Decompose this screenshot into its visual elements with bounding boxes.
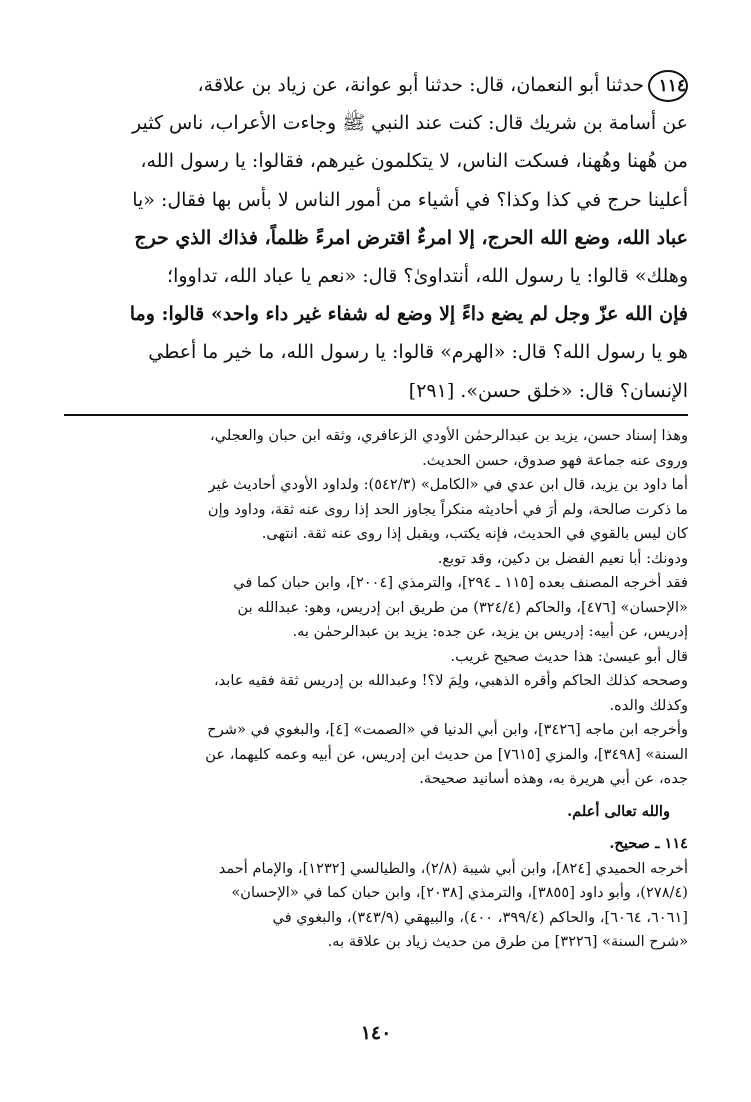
section-heading: ١١٤ ـ صحيح. xyxy=(609,835,688,852)
hadith-text xyxy=(64,66,688,410)
note-line: قال أبو عيسىٰ: هذا حديث صحيح غريب. xyxy=(450,647,688,665)
spacer xyxy=(64,824,688,832)
hadith-line: عباد الله، وضع الله الحرج، إلا امرءٌ اقترض امرءً ظلماً، فذاك الذي حرج xyxy=(134,226,688,249)
hadith-line: وهلك» قالوا: يا رسول الله، أنتداوىٰ؟ قال: «نعم يا عباد الله، تداووا؛ xyxy=(167,265,688,288)
hadith-number-badge: ١١٤ xyxy=(648,70,688,102)
note-line: ما ذكرت صالحة، ولم أرَ في أحاديثه منكراً يجاوز الحد إذا روى عنه ثقة، وداود وإن xyxy=(207,500,688,518)
page-number: ١٤٠ xyxy=(360,1022,392,1044)
note-line: وكذلك والده. xyxy=(609,696,688,714)
footnote-divider xyxy=(64,414,688,416)
hadith-line: عن أسامة بن شريك قال: كنت عند النبي ﷺ وجاءت الأعراب، ناس كثير xyxy=(132,112,688,135)
note-line: أما داود بن يزيد، قال ابن عدي في «الكامل» (٥٤٢/٣): ولداود الأودي أحاديث غير xyxy=(208,476,688,493)
note-line: كان ليس بالقوي في الحديث، فإنه يكتب، ويقبل إذا روى عنه ثقة. انتهى. xyxy=(261,525,688,542)
note-line: وروى عنه جماعة فهو صدوق، حسن الحديث. xyxy=(422,451,688,469)
closing-phrase: والله تعالى أعلم. xyxy=(567,802,670,820)
spacer xyxy=(64,792,688,800)
hadith-line: فإن الله عزّ وجل لم يضع داءً إلا وضع له شفاء غير داء واحد» قالوا: وما xyxy=(129,303,688,326)
note-line: (٢٧٨/٤)، وأبو داود [٣٨٥٥]، والترمذي [٢٠٣٨]، وابن حبان كما في «الإحسان» xyxy=(231,884,688,901)
hadith-line: من هُهنا وهُهنا، فسكت الناس، لا يتكلمون غيرهم، فقالوا: يا رسول الله، xyxy=(140,150,688,173)
note-line: إدريس، عن أبيه: إدريس بن يزيد، عن جده: يزيد بن عبدالرحمٰن به. xyxy=(292,623,688,640)
note-line: [٦٠٦١، ٦٠٦٤]، والحاكم (٣٩٩/٤، ٤٠٠)، والبيهقي (٣٤٣/٩)، والبغوي في xyxy=(272,908,688,926)
note-line: «شرح السنة» [٣٢٢٦] من طرق من حديث زياد بن علاقة به. xyxy=(327,933,688,950)
page xyxy=(64,66,688,1056)
note-line: فقد أخرجه المصنف بعده [١١٥ ـ ٢٩٤]، والترمذي [٢٠٠٤]، وابن حبان كما في xyxy=(233,574,688,591)
hadith-line: الإنسان؟ قال: «خلق حسن». [٢٩١] xyxy=(408,379,688,402)
hadith-line: هو يا رسول الله؟ قال: «الهرم» قالوا: يا رسول الله، ما خير ما أعطي xyxy=(148,341,688,364)
hadith-line: ١١٤حدثنا أبو النعمان، قال: حدثنا أبو عوانة، عن زياد بن علاقة، xyxy=(64,66,688,104)
note-line: «الإحسان» [٤٧٦]، والحاكم (٣٢٤/٤) من طريق ابن إدريس، وهو: عبدالله بن xyxy=(237,598,688,616)
note-line: وصححه كذلك الحاكم وأقره الذهبي، ولِمَ لا؟! وعبدالله بن إدريس ثقة فقيه عابد، xyxy=(213,672,688,689)
hadith-line: أعلينا حرج في كذا وكذا؟ في أشياء من أمور الناس لا بأس بها فقال: «يا xyxy=(132,188,688,211)
note-line: جده، عن أبي هريرة به، وهذه أسانيد صحيحة. xyxy=(419,770,688,787)
note-line: ودونك: أبا نعيم الفضل بن دكين، وقد توبع. xyxy=(437,549,688,567)
note-line: السنة» [٣٤٩٨]، والمزي [٧٦١٥] من حديث ابن إدريس، عن أبيه وعمه كليهما، عن xyxy=(205,745,688,763)
note-line: أخرجه الحميدي [٨٢٤]، وابن أبي شيبة (٢/٨)، والطيالسي [١٢٣٢]، والإمام أحمد xyxy=(218,859,688,877)
note-line: وأخرجه ابن ماجه [٣٤٢٦]، وابن أبي الدنيا في «الصمت» [٤]، والبغوي في «شرح xyxy=(207,721,688,738)
footnotes xyxy=(64,424,688,955)
note-line: وهذا إسناد حسن، يزيد بن عبدالرحمٰن الأودي الزعافري، وثقه ابن حبان والعجلي، xyxy=(210,427,688,444)
